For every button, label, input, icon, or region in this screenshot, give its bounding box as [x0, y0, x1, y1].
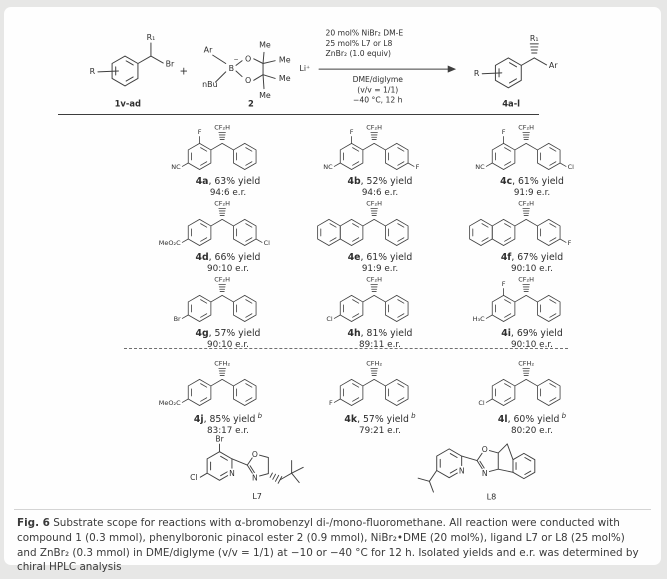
mono-fluoro-section-divider — [124, 348, 568, 349]
compound-yield: , 60% yield — [507, 414, 560, 426]
compound-yield: , 63% yield — [208, 176, 261, 187]
er-value: 90:10 e.r. — [511, 340, 553, 350]
product-r1-label: R₁ — [529, 34, 539, 44]
compound-id: 4g — [195, 328, 209, 339]
svg-text:CF₂H: CF₂H — [214, 123, 231, 132]
ligand-row — [164, 430, 651, 506]
l8-oxazoline-o: O — [481, 445, 488, 455]
footnote-marker: b — [255, 412, 263, 420]
borate-me1: Me — [258, 40, 271, 50]
svg-text:CF₂H: CF₂H — [518, 199, 535, 208]
svg-text:CF₂H: CF₂H — [214, 199, 231, 208]
compound-4j — [152, 354, 304, 437]
ligand-L8-structure — [406, 430, 586, 502]
er-value: 90:10 e.r. — [207, 340, 249, 350]
compound-id: 4i — [501, 328, 511, 339]
svg-text:NC: NC — [323, 163, 333, 172]
compound-id: 4l — [497, 414, 508, 426]
l7-oxazoline-n: N — [252, 473, 258, 483]
l8-oxazoline-n: N — [481, 468, 488, 478]
svg-text:CF₂H: CF₂H — [366, 123, 383, 132]
structure-4g — [155, 270, 301, 330]
l8-label: L8 — [486, 491, 497, 502]
condition-line-1: 20 mol% NiBr₂ DM-E — [325, 28, 403, 38]
compound-label — [304, 412, 456, 425]
compound-yield: , 61% yield — [360, 252, 413, 263]
compound-label — [304, 328, 456, 339]
compound-label — [152, 412, 304, 425]
condition-line-5: (v/v = 1/1) — [356, 85, 398, 95]
compound-4d — [152, 194, 304, 274]
l7-pyridine-n: N — [229, 469, 235, 479]
figure-caption — [14, 509, 651, 575]
svg-text:H₃C: H₃C — [472, 315, 485, 324]
footnote-marker: b — [408, 412, 416, 420]
svg-text:CFH₂: CFH₂ — [214, 359, 231, 368]
compound-yield: , 57% yield — [208, 328, 261, 339]
structure-4k — [307, 354, 453, 414]
er-value: 79:21 e.r. — [359, 426, 401, 437]
svg-text:NC: NC — [171, 163, 181, 172]
plus-sign: + — [178, 65, 188, 78]
compound-4g — [152, 270, 304, 350]
borate-me3: Me — [278, 74, 291, 84]
condition-line-3: ZnBr₂ (1.0 equiv) — [325, 49, 391, 59]
compound-yield: , 57% yield — [357, 414, 409, 426]
compound-label — [456, 252, 608, 263]
svg-text:CF₂H: CF₂H — [366, 199, 383, 208]
footnote-marker: b — [559, 412, 567, 420]
compound-4a — [152, 118, 304, 198]
compound-4e — [304, 194, 456, 274]
er-value: 91:9 e.r. — [361, 264, 399, 274]
structure-4f — [459, 194, 605, 254]
svg-text:CF₂H: CF₂H — [518, 275, 535, 284]
svg-text:CFH₂: CFH₂ — [366, 359, 383, 368]
structure-4e — [307, 194, 453, 254]
figure-panel — [4, 7, 661, 574]
compound-4l — [456, 354, 608, 437]
reaction-scheme — [23, 15, 643, 112]
l7-br-label: Br — [215, 434, 224, 444]
compound-yield: , 81% yield — [360, 328, 413, 339]
svg-text:MeO₂C: MeO₂C — [158, 399, 181, 408]
er-value: 83:17 e.r. — [207, 426, 249, 437]
compound-label — [304, 252, 456, 263]
borate-me2: Me — [278, 55, 291, 65]
structure-4d — [155, 194, 301, 254]
product-id: 4a-l — [501, 98, 520, 109]
compound-yield: , 69% yield — [510, 328, 563, 339]
compound-yield: , 67% yield — [511, 252, 564, 263]
svg-text:F: F — [197, 128, 202, 137]
svg-text:F: F — [349, 128, 354, 137]
svg-text:F: F — [501, 280, 506, 289]
structure-4l — [459, 354, 605, 414]
l7-cl-label: Cl — [190, 472, 198, 482]
svg-text:Cl: Cl — [478, 399, 485, 408]
compound-id: 4e — [347, 252, 361, 263]
compound-yield: , 66% yield — [208, 252, 261, 263]
reactant1-id: 1v-ad — [114, 98, 141, 109]
compound-label — [304, 176, 456, 187]
compound-id: 4c — [500, 176, 513, 187]
structure-4b — [307, 118, 453, 178]
svg-text:Cl: Cl — [567, 163, 574, 172]
substrate-grid — [152, 118, 651, 437]
svg-text:F: F — [415, 163, 420, 172]
l7-oxazoline-o: O — [251, 449, 258, 459]
compound-yield: , 85% yield — [203, 414, 256, 426]
reactant1-r1-label: R₁ — [146, 33, 155, 43]
compound-id: 4d — [195, 252, 209, 263]
reactant1-r-label: R — [89, 67, 95, 77]
compound-id: 4k — [344, 414, 358, 426]
reactant2-id: 2 — [247, 98, 254, 109]
compound-id: 4j — [193, 414, 204, 426]
borate-o-top: O — [244, 54, 251, 64]
compound-4i — [456, 270, 608, 350]
er-value: 94:6 e.r. — [361, 188, 399, 198]
condition-line-4: DME/diglyme — [352, 75, 403, 85]
compound-4h — [304, 270, 456, 350]
compound-id: 4f — [500, 252, 512, 263]
compound-id: 4h — [347, 328, 361, 339]
compound-4k — [304, 354, 456, 437]
svg-text:Cl: Cl — [326, 315, 333, 324]
l8-pyridine-n: N — [458, 466, 465, 476]
reactant1-br-label: Br — [165, 59, 174, 69]
condition-line-2: 25 mol% L7 or L8 — [325, 38, 392, 48]
structure-4c — [459, 118, 605, 178]
er-value: 89:11 e.r. — [359, 340, 401, 350]
compound-label — [456, 412, 608, 425]
compound-4f — [456, 194, 608, 274]
structure-4i — [459, 270, 605, 330]
scheme-divider — [58, 114, 539, 115]
svg-text:CF₂H: CF₂H — [214, 275, 231, 284]
structure-4h — [307, 270, 453, 330]
compound-label — [456, 176, 608, 187]
borate-charge: − — [232, 56, 239, 64]
er-value: 91:9 e.r. — [513, 188, 551, 198]
caption-text: Substrate scope for reactions with α-bromobenzyl di-/mono-fluoromethane. All reaction were conducted with compound 1 (0.3 mmol), phenylboronic pinacol ester 2 (0.9 mmol), NiBr₂•DME (20 mol%), ligand L7 or L8 (25 mol%) and ZnBr₂ (0.3 mmol) in DME/diglyme (v/v = 1/1) at −10 or −40 °C for 12 h. Isolated yields and e.r. was determined by chiral HPLC analysis — [17, 517, 639, 574]
svg-text:Cl: Cl — [263, 239, 270, 248]
compound-label — [152, 252, 304, 263]
compound-yield: , 52% yield — [360, 176, 413, 187]
borate-b-label: B — [228, 63, 234, 73]
er-value: 90:10 e.r. — [511, 264, 553, 274]
product-ar-label: Ar — [548, 61, 558, 71]
svg-text:Br: Br — [173, 315, 181, 324]
er-value: 94:6 e.r. — [209, 188, 247, 198]
compound-label — [152, 176, 304, 187]
l7-label: L7 — [252, 492, 262, 502]
borate-o-bottom: O — [244, 76, 251, 86]
compound-id: 4b — [347, 176, 361, 187]
ligand-L7-structure — [164, 430, 370, 502]
compound-label — [456, 328, 608, 339]
svg-text:NC: NC — [475, 163, 485, 172]
compound-yield: , 61% yield — [512, 176, 564, 187]
compound-label — [152, 328, 304, 339]
svg-text:CF₂H: CF₂H — [366, 275, 383, 284]
svg-text:CFH₂: CFH₂ — [518, 359, 535, 368]
svg-text:CF₂H: CF₂H — [518, 123, 535, 132]
er-value: 90:10 e.r. — [207, 264, 249, 274]
svg-text:F: F — [328, 399, 333, 408]
svg-text:F: F — [567, 239, 572, 248]
caption-fig-label: Fig. 6 — [17, 517, 50, 529]
structure-4a — [155, 118, 301, 178]
svg-text:MeO₂C: MeO₂C — [158, 239, 181, 248]
condition-line-6: −40 °C, 12 h — [352, 95, 403, 105]
svg-text:F: F — [501, 128, 506, 137]
borate-me4: Me — [258, 91, 271, 101]
borate-ar-label: Ar — [203, 45, 212, 55]
er-value: 80:20 e.r. — [511, 426, 553, 437]
borate-nbu-label: nBu — [201, 79, 218, 89]
lithium-cation: Li⁺ — [298, 63, 310, 73]
compound-4c — [456, 118, 608, 198]
compound-4b — [304, 118, 456, 198]
compound-id: 4a — [195, 176, 209, 187]
structure-4j — [155, 354, 301, 414]
product-r-label: R — [473, 69, 479, 79]
